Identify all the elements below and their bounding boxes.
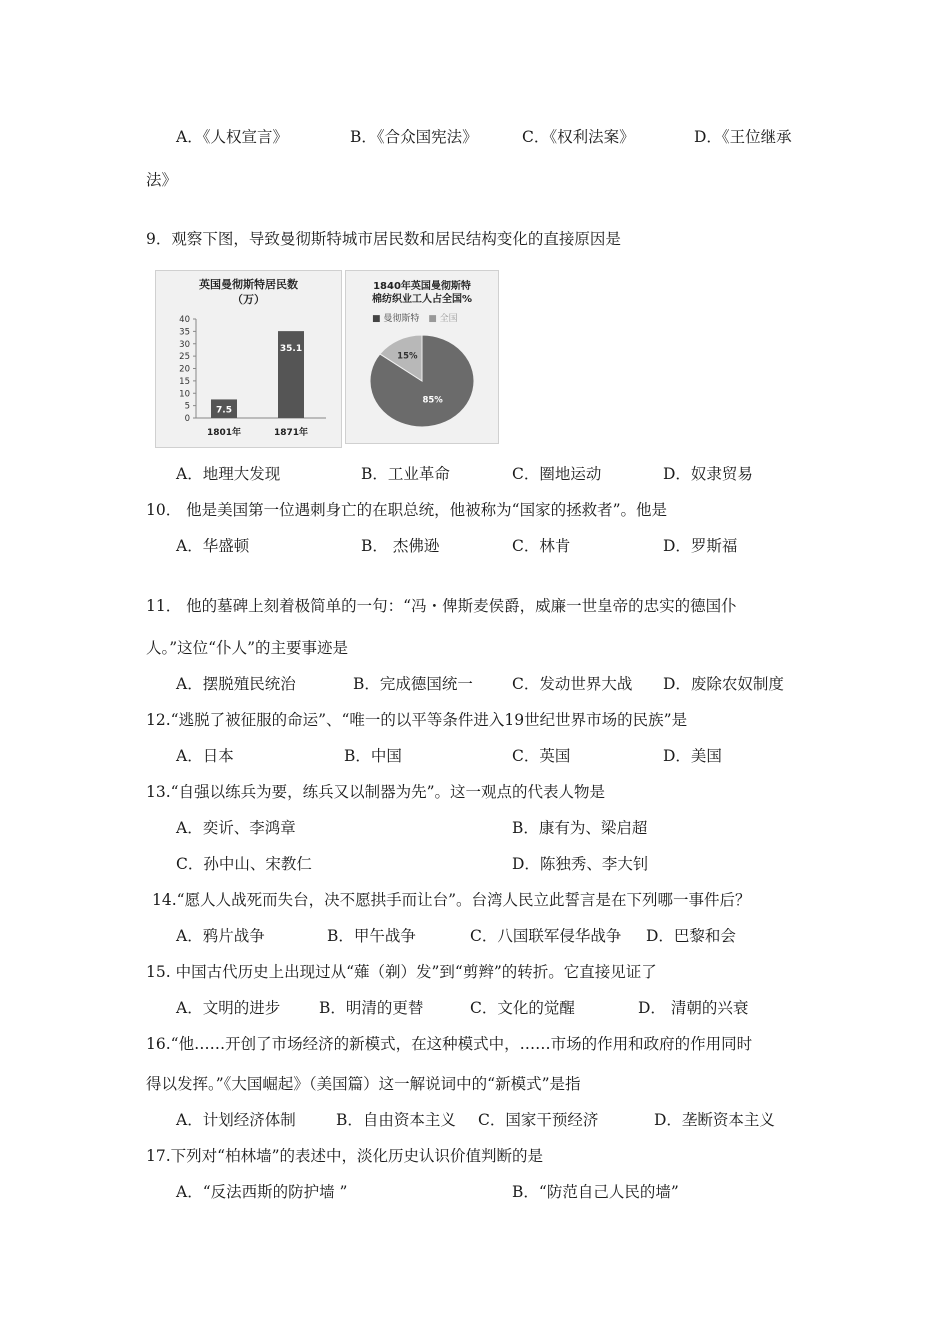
q12-option-c: C．英国 [512, 747, 571, 765]
pie-chart-title-line1: 1840年英国曼彻斯特 [373, 281, 471, 292]
q13-stem: 13.“自强以练兵为要，练兵又以制器为先”。这一观点的代表人物是 [146, 783, 606, 801]
q17-stem: 17.下列对“柏林墙”的表述中，淡化历史认识价值判断的是 [146, 1147, 544, 1165]
q10-option-b: B． 杰佛逊 [361, 537, 440, 555]
q11-option-a: A．摆脱殖民统治 [176, 675, 296, 693]
q16-option-b: B．自由资本主义 [336, 1111, 456, 1129]
q17-option-a: A．“反法西斯的防护墙 ” [176, 1183, 348, 1201]
pie-slice-label: 85% [422, 395, 443, 406]
q10-option-a: A．华盛顿 [176, 537, 250, 555]
q11-stem-line2: 人。”这位“仆人”的主要事迹是 [146, 639, 349, 657]
q16-stem-line1: 16.“他……开创了市场经济的新模式，在这种模式中，……市场的作用和政府的作用同时 [146, 1035, 753, 1053]
q8-option-a: A．《人权宣言》 [176, 128, 288, 146]
bar-chart-title-line2: （万） [232, 293, 265, 306]
q13-option-c: C．孙中山、宋教仁 [176, 855, 312, 873]
bar-data-label: 35.1 [279, 344, 303, 355]
bar-chart-title-line1: 英国曼彻斯特居民数 [199, 278, 298, 291]
q12-option-d: D．美国 [663, 747, 722, 765]
q9-option-d: D．奴隶贸易 [663, 465, 753, 483]
pie-chart-title-line2: 棉纺织业工人占全国% [371, 294, 473, 305]
q13-option-b: B．康有为、梁启超 [512, 819, 648, 837]
q8-option-b: B．《合众国宪法》 [350, 128, 478, 146]
pie-chart [346, 271, 498, 443]
q11-option-b: B．完成德国统一 [353, 675, 473, 693]
q8-option-d-wrap: 法》 [146, 171, 178, 189]
bar-category-label: 1801年 [206, 428, 242, 438]
q9-option-c: C．圈地运动 [512, 465, 602, 483]
pie-slice-label: 15% [397, 351, 418, 362]
q8-option-c: C．《权利法案》 [522, 128, 635, 146]
bar-y-tick-label: 25 [179, 352, 190, 363]
q11-stem-line1: 11． 他的墓碑上刻着极简单的一句：“冯・俾斯麦侯爵，威廉一世皇帝的忠实的德国仆 [146, 597, 737, 615]
bar-y-tick-label: 35 [179, 327, 190, 338]
q10-option-d: D．罗斯福 [663, 537, 738, 555]
q15-option-d: D． 清朝的兴衰 [638, 999, 749, 1017]
bar-y-tick-label: 5 [184, 401, 190, 412]
q8-option-d: D．《王位继承 [694, 128, 792, 146]
q9-stem: 9．观察下图，导致曼彻斯特城市居民数和居民结构变化的直接原因是 [146, 230, 621, 248]
bar-y-tick-label: 10 [179, 389, 190, 400]
bar-y-tick-label: 20 [179, 364, 190, 375]
pie-chart-panel [345, 270, 499, 444]
q14-option-d: D．巴黎和会 [646, 927, 736, 945]
q10-option-c: C．林肯 [512, 537, 571, 555]
bar-y-tick-label: 30 [179, 339, 190, 350]
bar-y-tick-label: 0 [184, 414, 190, 424]
q14-option-c: C．八国联军侵华战争 [470, 927, 622, 945]
bar-y-tick-label: 40 [179, 315, 190, 325]
q12-option-a: A．日本 [176, 747, 234, 765]
q17-option-b: B．“防范自己人民的墙” [512, 1183, 679, 1201]
q10-stem: 10． 他是美国第一位遇刺身亡的在职总统，他被称为“国家的拯救者”。他是 [146, 501, 668, 519]
q16-option-a: A．计划经济体制 [176, 1111, 296, 1129]
q11-option-d: D．废除农奴制度 [663, 675, 784, 693]
q14-option-a: A．鸦片战争 [176, 927, 265, 945]
q12-stem: 12.“逃脱了被征服的命运”、“唯一的以平等条件进入19世纪世界市场的民族”是 [146, 711, 688, 729]
q16-option-c: C．国家干预经济 [478, 1111, 599, 1129]
bar-y-tick-label: 15 [179, 376, 190, 387]
q16-stem-line2: 得以发挥。”《大国崛起》（美国篇）这一解说词中的“新模式”是指 [146, 1075, 581, 1093]
q13-option-d: D．陈独秀、李大钊 [512, 855, 649, 873]
q15-option-b: B．明清的更替 [319, 999, 424, 1017]
bar-chart [156, 271, 341, 447]
q13-option-a: A．奕䜣、李鸿章 [176, 819, 296, 837]
q12-option-b: B．中国 [344, 747, 402, 765]
pie-legend-national: ■ 全国 [428, 314, 458, 324]
q16-option-d: D．垄断资本主义 [654, 1111, 775, 1129]
q14-stem: 14.“愿人人战死而失台，决不愿拱手而让台”。台湾人民立此誓言是在下列哪一事件后？ [152, 891, 751, 909]
q15-stem: 15. 中国古代历史上出现过从“薙（剃）发”到“剪辫”的转折。它直接见证了 [146, 963, 657, 981]
q15-option-c: C．文化的觉醒 [470, 999, 575, 1017]
bar-category-label: 1871年 [273, 428, 309, 438]
q14-option-b: B．甲午战争 [327, 927, 416, 945]
q15-option-a: A．文明的进步 [176, 999, 281, 1017]
q9-option-b: B．工业革命 [361, 465, 450, 483]
bar-data-label: 7.5 [216, 405, 232, 416]
bar-chart-panel [155, 270, 342, 448]
q9-option-a: A．地理大发现 [176, 465, 281, 483]
q11-option-c: C．发动世界大战 [512, 675, 633, 693]
pie-legend-manchester: ■ 曼彻斯特 [372, 314, 420, 324]
